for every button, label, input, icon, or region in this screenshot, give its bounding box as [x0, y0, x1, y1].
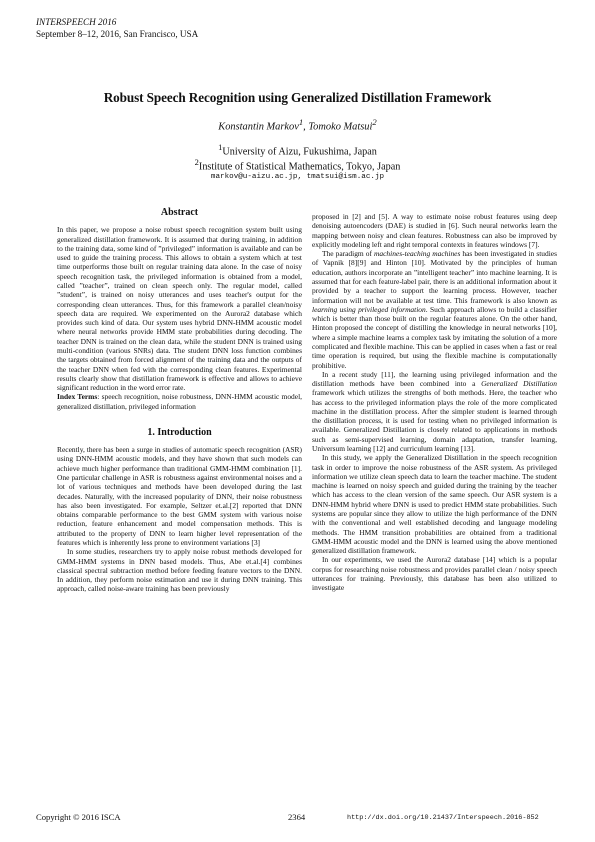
author-list: [40, 117, 555, 132]
paragraph: [312, 249, 557, 370]
affiliation-text: University of Aizu, Fukushima, Japan: [222, 146, 377, 158]
affiliation: [40, 142, 555, 157]
affiliation-mark: 2: [194, 157, 199, 167]
paragraph: In our experiments, we used the Aurora2 database [14] which is a popular corpus for researching noise robustness and provides parallel clean / noisy speech utterances for training. Previously, this database has been also utilized to investigate: [312, 555, 557, 593]
footer-page-number: 2364: [288, 812, 306, 822]
paragraph: In this study, we apply the Generalized Distillation in the speech recognition task in order to improve the noise robustness of the ASR system. As privileged information we utilize clean speech data to learn the teacher machine. The student machine is learned on noisy speech and guided during the training by the teacher which has access to the clean version of the same speech. Our ASR system is a DNN-HMM hybrid where DNN is used to predict HMM state probabilities. Such systems are popular since they allow to utilize the high performance of the DNN with the conventional and well established decoding and language modeling methods. The HMM transition probabilities are obtained from a traditional GMM-HMM acoustic model and the DNN is learned using the above mentioned generalized distillation framework.: [312, 453, 557, 556]
footer-doi-link[interactable]: http://dx.doi.org/10.21437/Interspeech.2016-852: [347, 814, 539, 822]
emphasis: Generalized Distillation: [481, 379, 557, 389]
paragraph: Recently, there has been a surge in studies of automatic speech recognition (ASR) using DNN-HMM acoustic models, and they have shown that such models can achieve much higher performance than traditional GMM-HMM combination [1]. One particular challenge in ASR is robustness against environmental noises and a lot of various techniques and methods have been developed during the last decades. Naturally, with the increased popularity of DNN, their noise robustness has also been investigated. For example, Seltzer et.al.[2] reported that DNN obtains comparable performance to the best GMM system with various noise reduction, feature enhancement and model compensation methods. This is attributed to the property of DNN to learn higher level representation of the features which is inherently less prone to environment variations [3]: [57, 445, 302, 547]
index-terms-text: : speech recognition, noise robustness, DNN-HMM acoustic model, generalized distillation, privileged information: [57, 392, 303, 411]
author-name: Konstantin Markov: [218, 121, 299, 133]
affiliation: [40, 157, 555, 172]
paragraph: In some studies, researchers try to apply noise robust methods developed for GMM-HMM systems in DNN based models. Thus, Abe et.al.[4] combines classical spectral subtraction method before feeding feature vectors to the DNN. In addition, they perform noise estimation and use it during DNN training. This approach, called noise-aware training has been previously: [57, 547, 302, 594]
emphasis: machines-teaching machines: [374, 249, 461, 259]
text-run: framework which utilizes the strengths of both methods. Here, the teacher who has access to the privileged information plays the role of the more complicated machine in the distillation process. After the simpler student is learned through the distillation process, it is used for testing when no privileged information is available. Generalized Distillation is closely related to applications in methods such as semi-supervised learning, domain adaptation, transfer learning, Universum learning [12] and curriculum learning [13].: [312, 388, 557, 454]
abstract-heading: Abstract: [160, 207, 199, 218]
affiliation-mark: 1: [218, 142, 223, 152]
text-run: . Such approach allows to build a classifier which is better than those built on the regular features alone. On the other hand, Hinton proposed the concept of distilling the knowledge in neural networks [10], where a simple machine learns a complex task by imitating the solution of a more complicated and flexible machine. This can be applied in cases when a fast or real time operation is required, but using the flexible machine is computationally prohibitive.: [312, 304, 557, 370]
introduction-heading: 1. Introduction: [147, 426, 212, 438]
index-terms-label: Index Terms: [57, 392, 98, 402]
paragraph: [312, 370, 557, 454]
right-column: [312, 212, 557, 593]
conference-date-location: September 8–12, 2016, San Francisco, USA: [36, 29, 199, 39]
text-run: In a recent study [11], the learning using privileged information and the distillation methods have been combined into a: [312, 369, 557, 389]
author-affiliation-mark: 2: [372, 117, 377, 127]
abstract-text: In this paper, we propose a noise robust speech recognition system built using generalized distillation framework. It is assumed that during training, in addition to the training data, some kind of ”privileged” information is available and can be used to guide the training process. This allows to obtain a system which at test time outperforms those built on regular training data alone. In the case of noisy speech recognition task, the privileged information is obtained from a model, called ”teacher”, trained on clean speech only. The regular model, called ”student”, is trained on noisy utterances and uses teacher's output for the corresponding clean utterances. Thus, for this framework a parallel clean/noisy speech data are required. We experimented on the Aurora2 database which provides such kind of data. Our system uses hybrid DNN-HMM acoustic model where neural networks provide HMM state probabilities during decoding. The teacher DNN is trained on the clean data, while the student DNN is trained using multi-condition (various SNRs) data. The student DNN loss function combines the targets obtained from forced alignment of the training data and the outputs of the teacher DNN when fed with the corresponding clean features. Experimental results clearly show that distillation framework is effective and allows to achieve significant reduction in the word error rate.: [57, 225, 302, 393]
author-emails: markov@u-aizu.ac.jp, tmatsui@ism.ac.jp: [210, 173, 385, 181]
footer-copyright: Copyright © 2016 ISCA: [36, 812, 121, 822]
affiliation-text: Institute of Statistical Mathematics, Tokyo, Japan: [198, 161, 401, 173]
left-column: [57, 208, 302, 594]
conference-header: [36, 16, 198, 40]
author-name: Tomoko Matsui: [308, 121, 373, 133]
text-run: The paradigm of: [322, 249, 375, 259]
paragraph: proposed in [2] and [5]. A way to estimate noise robust features using deep denoising autoencoders (DAE) is studied in [6]. Such neural networks learn the mapping between noisy and clean features. Robustness can also be improved by explicitly modeling left and right temporal contexts in features windows [7].: [312, 212, 557, 249]
text-run: has been investigated in studies of Vapnik [8][9] and Hinton [10]. Motivated by the principles of human education, authors incorporate an ”intelligent teacher” into machine learning. It is assumed that for each feature-label pair, there is an additional information about it provided by a teacher to support the learning process. However, teacher information will not be available at test time. This framework is also known as: [312, 249, 557, 305]
author-separator: ,: [303, 121, 309, 133]
paper-title: Robust Speech Recognition using Generalized Distillation Framework: [103, 90, 492, 105]
author-affiliation-mark: 1: [298, 117, 304, 127]
emphasis: learning using privileged information: [312, 304, 426, 314]
conference-name: INTERSPEECH 2016: [36, 17, 117, 27]
index-terms: [57, 392, 302, 411]
